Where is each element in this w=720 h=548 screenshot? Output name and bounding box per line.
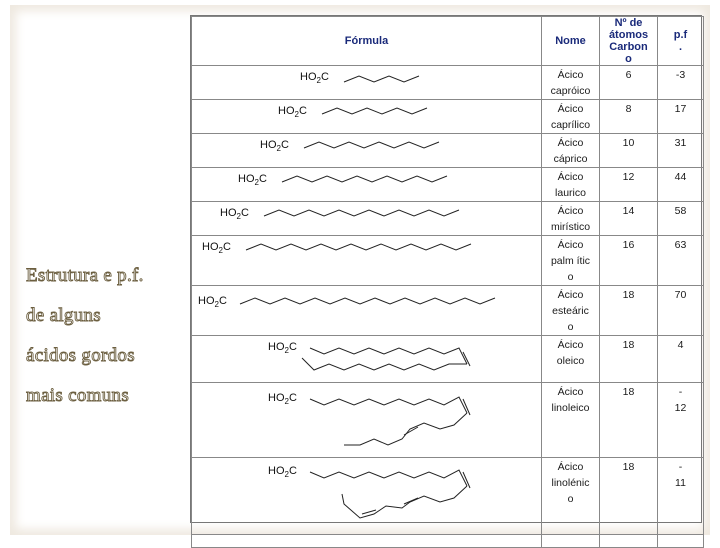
table-header-row [192, 17, 704, 66]
melting-point-value: 44 [674, 171, 687, 183]
carbon-count-cell: 12 [600, 168, 658, 202]
acid-name-line: o [567, 321, 574, 333]
melting-point-value: 17 [674, 103, 687, 115]
acid-name-line: Ácico [557, 461, 584, 473]
table-row [192, 383, 704, 458]
acid-name-line: Ácico [557, 69, 584, 81]
structural-formula [192, 458, 542, 534]
carbon-chain [282, 176, 447, 182]
name-cell [542, 458, 600, 535]
acid-name-line: esteáric [552, 305, 589, 317]
carbon-chain [304, 142, 439, 148]
formula-cell [192, 66, 542, 100]
carboxyl-group-label: $HO_2C$ [202, 241, 231, 255]
carbon-chain [246, 244, 471, 250]
structural-formula [192, 168, 542, 199]
acid-name-line: Ácico [557, 386, 584, 398]
acid-name-line: Ácico [557, 289, 584, 301]
header-line: Carbon [609, 41, 648, 53]
acid-name-line: mirístico [550, 221, 591, 233]
formula-cell [192, 134, 542, 168]
carbon-chain [344, 76, 419, 82]
carbon-count-cell: 10 [600, 134, 658, 168]
carboxyl-group-label: $HO_2C$ [300, 71, 329, 85]
acid-name-line: o [567, 271, 574, 283]
name-cell [542, 383, 600, 458]
slide-title-line: ácidos gordos [26, 345, 135, 366]
structural-formula [192, 236, 542, 284]
carboxyl-group-label: $HO_2C$ [220, 207, 249, 221]
acid-name-line: Ácico [557, 205, 584, 217]
carbon-chain [322, 108, 427, 114]
melting-point-cell [658, 236, 704, 286]
carbon-count-cell: 16 [600, 236, 658, 286]
melting-point-cell [658, 202, 704, 236]
double-bond [362, 510, 376, 514]
formula-cell [192, 336, 542, 383]
melting-point-value: 4 [677, 339, 684, 351]
melting-point-cell [658, 383, 704, 458]
name-cell [542, 336, 600, 383]
acid-name-line: linoleico [551, 402, 590, 414]
melting-point-value: 63 [674, 239, 687, 251]
melting-point-value: - [678, 461, 683, 473]
table-row [192, 202, 704, 236]
acid-name-line: Ácico [557, 171, 584, 183]
formula-cell [192, 286, 542, 336]
structural-formula [192, 383, 542, 457]
acid-name-line: linolénic [551, 477, 590, 489]
name-cell [542, 168, 600, 202]
carbon-count-cell: 6 [600, 66, 658, 100]
acid-name-line: laurico [555, 187, 586, 199]
carboxyl-group-label: $HO_2C$ [198, 295, 227, 309]
header-pf [658, 17, 704, 66]
acid-name-line: Ácico [557, 137, 584, 149]
table-row [192, 66, 704, 100]
empty-cell [600, 535, 658, 548]
carbon-count-cell: 18 [600, 458, 658, 535]
structural-formula [192, 202, 542, 233]
acid-name-line: o [567, 493, 574, 505]
carboxyl-group-label: $HO_2C$ [278, 105, 307, 119]
acid-name-line: caprílico [550, 119, 591, 131]
carbon-chain [310, 470, 467, 486]
fatty-acids-table [190, 15, 702, 523]
slide-title-line: de alguns [26, 305, 101, 326]
carbon-chain [302, 358, 467, 370]
carbon-count-cell: 18 [600, 286, 658, 336]
empty-cell [192, 535, 542, 548]
melting-point-cell [658, 66, 704, 100]
carbon-count-cell: 18 [600, 336, 658, 383]
acid-name-line: Ácico [557, 339, 584, 351]
carbon-chain [264, 210, 459, 216]
header-line: átomos [608, 29, 649, 41]
formula-cell [192, 100, 542, 134]
carboxyl-group-label: $HO_2C$ [268, 465, 297, 479]
table-row [192, 336, 704, 383]
name-cell [542, 66, 600, 100]
header-line: Nº de [614, 17, 643, 29]
acid-name-line: palm ític [550, 255, 591, 267]
carboxyl-group-label: $HO_2C$ [268, 392, 297, 406]
carbon-count-cell: 14 [600, 202, 658, 236]
structural-formula [192, 134, 542, 165]
structural-formula [192, 66, 542, 98]
header-n-carbonos [600, 17, 658, 66]
table-row-empty [192, 535, 704, 548]
table-row [192, 236, 704, 286]
melting-point-cell [658, 458, 704, 535]
header-line: p.f [673, 29, 688, 41]
double-bond [404, 498, 418, 504]
melting-point-cell [658, 168, 704, 202]
table-row [192, 134, 704, 168]
acid-name-line: oleico [556, 355, 585, 367]
acid-name-line: capróico [550, 85, 591, 97]
table-row [192, 458, 704, 535]
carbon-chain [240, 298, 495, 304]
table [191, 16, 704, 548]
table-row [192, 286, 704, 336]
carbon-chain [344, 413, 467, 445]
melting-point-cell [658, 134, 704, 168]
formula-cell [192, 168, 542, 202]
slide-title-line: Estrutura e p.f. [26, 265, 144, 286]
header-line: o [625, 53, 632, 65]
carbon-chain [310, 348, 467, 364]
formula-cell [192, 202, 542, 236]
melting-point-cell [658, 100, 704, 134]
formula-cell [192, 383, 542, 458]
formula-cell [192, 458, 542, 535]
melting-point-value: - [678, 386, 683, 398]
name-cell [542, 100, 600, 134]
melting-point-value: 70 [674, 289, 687, 301]
formula-cell [192, 236, 542, 286]
melting-point-value: 58 [674, 205, 687, 217]
melting-point-cell [658, 286, 704, 336]
melting-point-value: 11 [675, 477, 686, 489]
carboxyl-group-label: $HO_2C$ [268, 341, 297, 355]
header-formula: Fórmula [192, 17, 542, 66]
slide-title-line: mais comuns [26, 385, 130, 406]
name-cell [542, 236, 600, 286]
carbon-chain [342, 486, 467, 518]
carboxyl-group-label: $HO_2C$ [238, 173, 267, 187]
empty-cell [658, 535, 704, 548]
structural-formula [192, 286, 542, 334]
acid-name-line: Ácico [557, 239, 584, 251]
acid-name-line: Ácico [557, 103, 584, 115]
carboxyl-group-label: $HO_2C$ [260, 139, 289, 153]
carbon-chain [310, 397, 467, 413]
melting-point-value: 31 [674, 137, 687, 149]
melting-point-cell [658, 336, 704, 383]
structural-formula [192, 336, 542, 382]
name-cell [542, 286, 600, 336]
melting-point-value: 12 [674, 402, 687, 414]
empty-cell [542, 535, 600, 548]
carbon-count-cell: 8 [600, 100, 658, 134]
acid-name-line: cáprico [553, 153, 588, 165]
carbon-count-cell: 18 [600, 383, 658, 458]
name-cell [542, 202, 600, 236]
table-row [192, 168, 704, 202]
header-line: . [678, 41, 683, 53]
melting-point-value: -3 [675, 69, 686, 81]
header-nome: Nome [542, 17, 600, 66]
slide-title [26, 256, 186, 416]
structural-formula [192, 100, 542, 131]
name-cell [542, 134, 600, 168]
table-row [192, 100, 704, 134]
